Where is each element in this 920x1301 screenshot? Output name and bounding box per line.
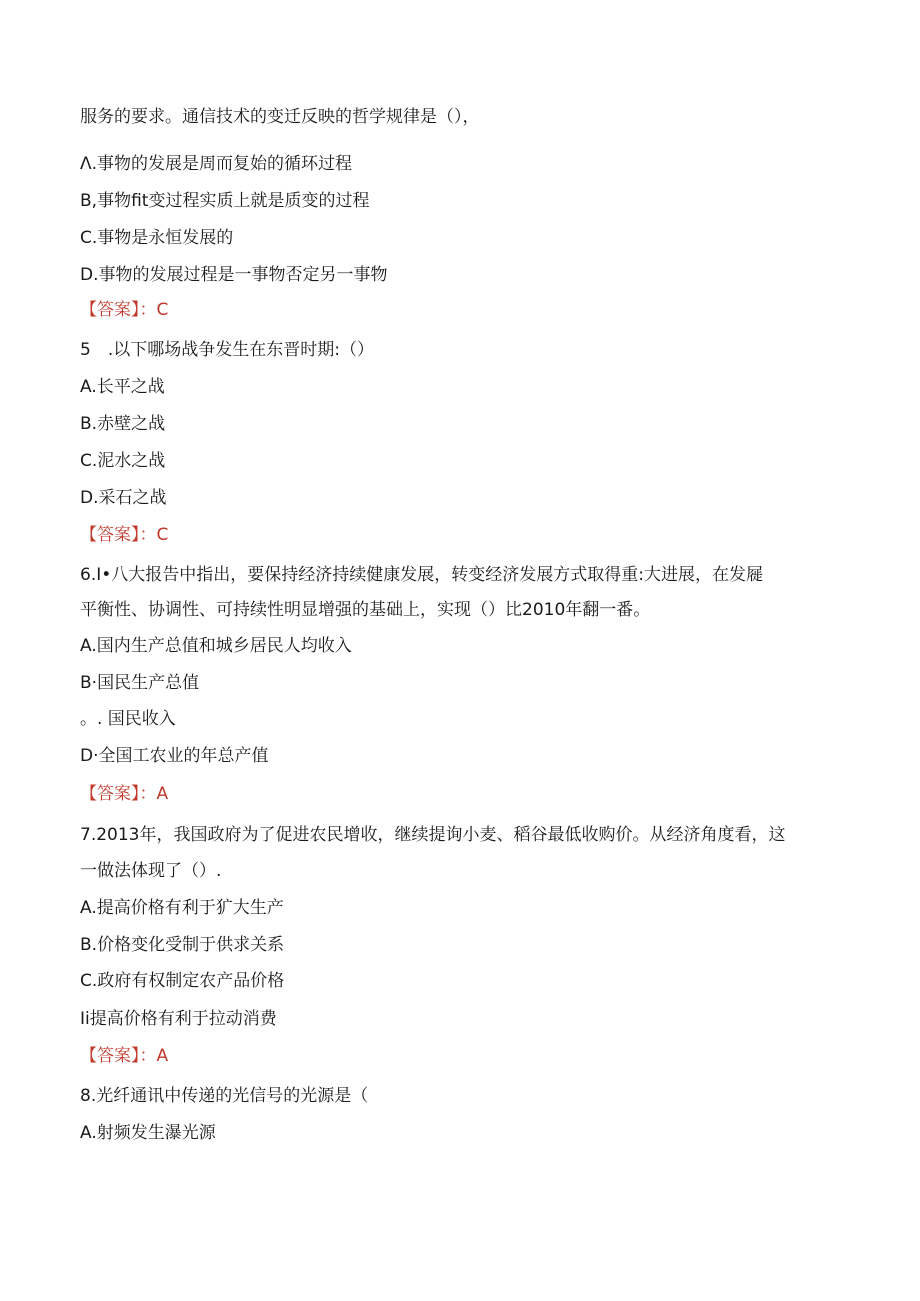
question-text: 6.I•八大报告中指出，要保持经济持续健康发展，转变经济发展方式取得重:大进展，在发屣 <box>80 565 763 585</box>
answer-text: 【答案】：A <box>80 1046 169 1066</box>
option-text: C.泥水之战 <box>80 451 166 471</box>
option-text: C.事物是永恒发展的 <box>80 228 234 248</box>
option-text: Ii提高价格有利于拉动消费 <box>80 1009 277 1029</box>
question-text: 平衡性、协调性、可持续性明显增强的基础上，实现（）比2010年翻一番。 <box>80 600 651 620</box>
answer-text: 【答案】：C <box>80 300 169 320</box>
option-text: B·国民生产总值 <box>80 673 200 693</box>
option-text: C.政府有权制定农产品价格 <box>80 971 285 991</box>
question-text: 7.2013年，我国政府为了促进农民增收，继续提询小麦、稻谷最低收购价。从经济角度看，这 <box>80 825 786 845</box>
option-text: B.赤壁之战 <box>80 414 166 434</box>
option-text: Λ.事物的发展是周而复始的循环过程 <box>80 154 353 174</box>
option-text: B,事物fit变过程实质上就是质变的过程 <box>80 191 370 211</box>
option-text: B.价格变化受制于供求关系 <box>80 935 285 955</box>
option-text: A.国内生产总值和城乡居民人均收入 <box>80 636 352 656</box>
option-text: D.事物的发展过程是一事物否定另一事物 <box>80 265 388 285</box>
question-text: 8.光纤通讯中传递的光信号的光源是（ <box>80 1086 369 1106</box>
option-text: A.射频发生瀑光源 <box>80 1123 216 1143</box>
answer-text: 【答案】：C <box>80 525 169 545</box>
option-text: 。. 国民收入 <box>80 709 176 729</box>
question-text: 一做法体现了（）. <box>80 861 222 881</box>
question-text: 服务的要求。通信技术的变迁反映的哲学规律是（）， <box>80 107 480 127</box>
option-text: D·全国工农业的年总产值 <box>80 746 269 766</box>
question-text: 5 .以下哪场战争发生在东晋时期:（） <box>80 340 374 360</box>
answer-text: 【答案】：A <box>80 784 169 804</box>
option-text: A.提高价格有利于犷大生产 <box>80 898 284 918</box>
option-text: A.长平之战 <box>80 377 165 397</box>
option-text: D.采石之战 <box>80 488 167 508</box>
